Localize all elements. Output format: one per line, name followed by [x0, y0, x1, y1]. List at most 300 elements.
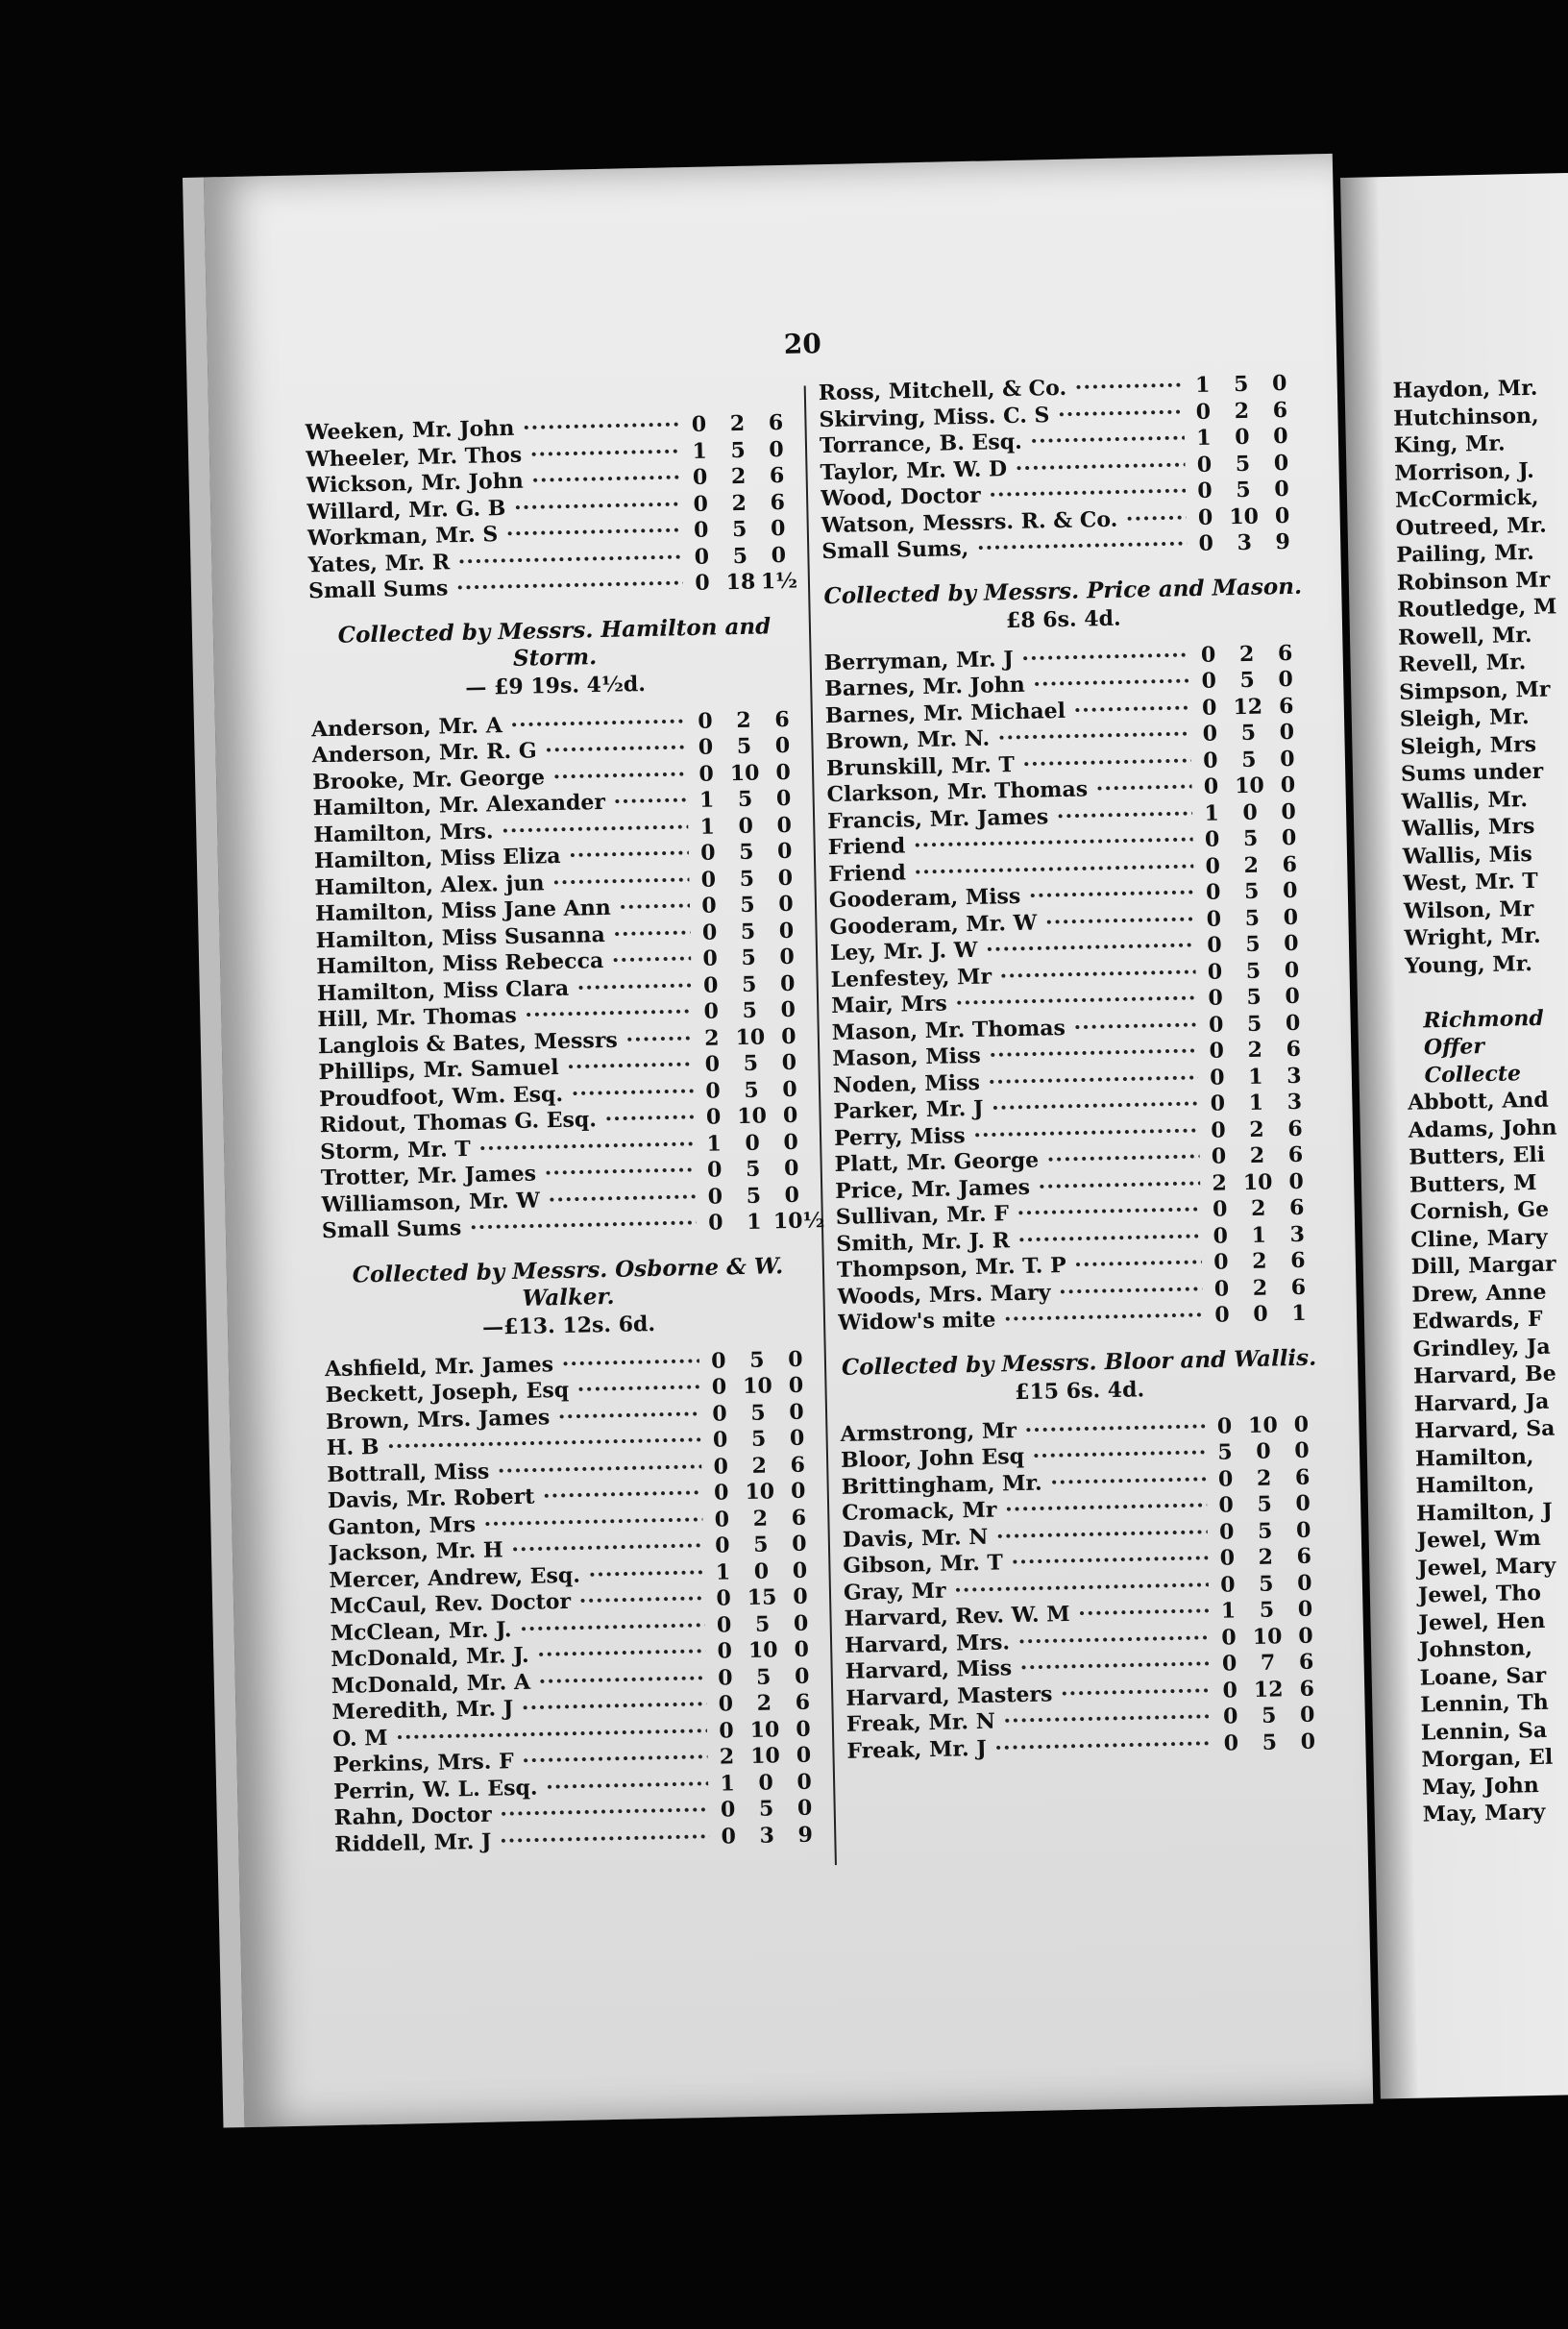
facing-page-entry: West, Mr. T	[1403, 868, 1539, 896]
amount-shillings: 2	[1252, 1275, 1268, 1301]
amount-pounds: 0	[1208, 1012, 1224, 1038]
subscriber-name: Bloor, John Esq ·····	[841, 1440, 1206, 1473]
amount-pence: 0	[775, 785, 792, 812]
subscriber-name: Harvard, Masters ·····	[845, 1678, 1211, 1710]
subscriber-name: Anderson, Mr. A ·····	[311, 709, 686, 742]
subscriber-name: Wickson, Mr. John ·····	[306, 465, 680, 498]
facing-page-entry: Hamilton,	[1414, 1443, 1534, 1472]
amount-pence: 0	[778, 918, 795, 944]
facing-page-entry: Butters, Eli	[1409, 1141, 1546, 1170]
amount-shillings: 5	[1259, 1597, 1275, 1623]
amount-pence: 6	[1290, 1274, 1307, 1300]
amount-pence: 0	[1294, 1437, 1310, 1464]
amount-pence: 0	[789, 1399, 804, 1425]
amount-pence: 0	[792, 1557, 808, 1583]
amount-shillings: 5	[732, 543, 748, 569]
subscriber-name: Torrance, B. Esq. ·····	[820, 426, 1185, 458]
amount-pounds: 1	[720, 1770, 736, 1797]
amount-shillings: 5	[1258, 1571, 1274, 1597]
amount-shillings: 10	[749, 1743, 781, 1769]
subscriber-name: Weeken, Mr. John ·····	[305, 412, 679, 445]
amount-pence: 0	[1282, 877, 1298, 904]
amount-pounds: 0	[1205, 879, 1221, 905]
amount-pounds: 0	[716, 1585, 732, 1611]
amount-shillings: 5	[1261, 1703, 1277, 1728]
amount-shillings: 2	[756, 1690, 772, 1716]
facing-page-entry: Rowell, Mr.	[1397, 622, 1532, 650]
amount-shillings: 5	[1262, 1729, 1278, 1755]
amount-shillings: 5	[758, 1796, 774, 1822]
amount-shillings: 0	[738, 813, 754, 839]
amount-shillings: 5	[744, 1077, 759, 1103]
amount-pounds: 0	[704, 1051, 721, 1077]
amount-pence: 0	[796, 1716, 811, 1742]
subscriber-name: Platt, Mr. George ·····	[834, 1144, 1199, 1177]
amount-shillings: 0	[753, 1558, 770, 1584]
amount-shillings: 5	[731, 516, 747, 543]
amount-pence: 0	[777, 865, 794, 891]
facing-page-entry: Pailing, Mr.	[1395, 539, 1535, 568]
facing-page-entry: Revell, Mr.	[1398, 650, 1527, 677]
amount-pounds: 0	[1197, 504, 1213, 530]
amount-shillings: 5	[745, 1156, 761, 1182]
amount-pence: 0	[776, 812, 793, 838]
amount-pounds: 0	[1195, 399, 1212, 425]
amount-shillings: 10	[742, 1373, 773, 1400]
amount-pence: 0	[1284, 930, 1299, 957]
amount-pence: 0	[774, 732, 791, 759]
amount-shillings: 5	[1245, 958, 1262, 984]
amount-pence: 0	[1285, 983, 1301, 1010]
subscriber-name: Riddell, Mr. J ·····	[334, 1824, 709, 1856]
amount-shillings: 5	[1242, 825, 1259, 852]
amount-pounds: 0	[1223, 1729, 1239, 1756]
subscriber-name: Brown, Mr. N. ·····	[825, 722, 1190, 754]
amount-pence: 0	[1274, 503, 1290, 528]
amount-shillings: 5	[738, 839, 754, 866]
amount-pence: 6	[1278, 693, 1294, 719]
subscriber-name: Davis, Mr. N ·····	[843, 1519, 1208, 1552]
amount-pounds: 0	[715, 1532, 730, 1558]
amount-pence: 0	[794, 1663, 810, 1689]
subscriber-name: Barnes, Mr. John ·····	[824, 669, 1189, 701]
amount-pounds: 0	[706, 1157, 723, 1183]
amount-shillings: 0	[745, 1130, 761, 1156]
amount-pounds: 0	[702, 972, 719, 998]
facing-page-entry: May, Mary	[1422, 1799, 1546, 1827]
amount-shillings: 0	[1256, 1438, 1271, 1464]
subscriber-name: Barnes, Mr. Michael ·····	[825, 696, 1190, 728]
amount-pence: 0	[780, 1023, 796, 1049]
subscriber-name: Wheeler, Mr. Thos ·····	[306, 439, 680, 472]
amount-pounds: 0	[1216, 1412, 1233, 1439]
amount-pence: 0	[1299, 1702, 1315, 1728]
subscriber-name: Friend ·····	[828, 854, 1193, 887]
amount-pounds: 0	[1206, 906, 1222, 932]
facing-page-entry: Wilson, Mr	[1403, 895, 1534, 924]
amount-pence: 6	[1296, 1543, 1312, 1570]
subscriber-name: Meredith, Mr. J ·····	[331, 1692, 706, 1725]
amount-pounds: 0	[695, 570, 710, 596]
amount-pounds: 0	[1222, 1677, 1238, 1704]
subscriber-name: Parker, Mr. J ·····	[833, 1091, 1198, 1124]
amount-pence: 0	[776, 838, 793, 865]
amount-shillings: 2	[730, 463, 747, 490]
facing-page-entry: Outreed, Mr.	[1395, 512, 1548, 541]
facing-page-entry: McCormick,	[1394, 484, 1539, 513]
amount-shillings: 5	[1257, 1518, 1273, 1544]
amount-pounds: 0	[693, 517, 709, 543]
amount-shillings: 5	[730, 437, 746, 463]
subscriber-name: Jackson, Mr. H ·····	[329, 1533, 703, 1566]
amount-pence: 0	[1295, 1517, 1311, 1543]
facing-page-entry: Hutchinson,	[1392, 403, 1539, 431]
amount-pence: 0	[783, 1155, 799, 1182]
amount-pounds: 0	[1198, 530, 1214, 556]
amount-shillings: 3	[1237, 529, 1253, 556]
amount-pence: 0	[1272, 423, 1288, 450]
amount-shillings: 5	[742, 997, 758, 1023]
collection-total: —£13. 12s. 6d.	[481, 1311, 656, 1340]
facing-page-entry: Young, Mr.	[1404, 950, 1533, 979]
subscriber-name: Harvard, Rev. W. M ·····	[844, 1599, 1209, 1631]
amount-pounds: 0	[1201, 695, 1217, 721]
amount-pence: 0	[1293, 1411, 1310, 1437]
amount-pence: 6	[1288, 1194, 1305, 1221]
amount-shillings: 1	[1247, 1064, 1263, 1090]
amount-pounds: 0	[1202, 721, 1218, 747]
subscriber-name: Clarkson, Mr. Thomas ·····	[826, 774, 1191, 807]
amount-shillings: 2	[1247, 1037, 1263, 1063]
amount-pounds: 0	[1204, 826, 1220, 852]
amount-pence: 6	[768, 409, 784, 436]
book-page	[183, 154, 1373, 2128]
amount-shillings: 5	[750, 1426, 767, 1452]
amount-pounds: 1	[715, 1558, 731, 1585]
amount-pence: 6	[791, 1505, 807, 1531]
amount-pounds: 5	[1217, 1439, 1233, 1465]
facing-page-entry: Sleigh, Mrs	[1400, 731, 1537, 760]
amount-pence: 0	[1278, 666, 1294, 693]
page-number: 20	[783, 328, 822, 360]
facing-page-entry: Jewel, Wm	[1416, 1525, 1541, 1554]
amount-shillings: 2	[736, 707, 751, 733]
facing-page	[1340, 173, 1568, 2099]
amount-shillings: 10	[747, 1637, 778, 1663]
amount-pence: 0	[780, 996, 796, 1023]
subscriber-name: Sullivan, Mr. F ·····	[836, 1197, 1201, 1230]
amount-pounds: 0	[1205, 853, 1221, 879]
amount-pence: 0	[1281, 824, 1297, 851]
amount-shillings: 5	[755, 1664, 772, 1690]
amount-pence: 3	[1289, 1221, 1306, 1247]
amount-pounds: 0	[1213, 1249, 1229, 1275]
amount-pounds: 0	[1221, 1651, 1237, 1677]
amount-pence: 6	[774, 706, 790, 732]
amount-pence: 0	[771, 542, 787, 568]
subscriber-name: Proudfoot, Wm. Esq. ·····	[319, 1079, 694, 1112]
facing-page-entry: Dill, Margar	[1410, 1251, 1556, 1280]
amount-pounds: 0	[705, 1104, 722, 1130]
facing-page-entry: Harvard, Be	[1412, 1361, 1556, 1389]
amount-pence: 6	[1289, 1247, 1306, 1274]
facing-page-spacer	[1406, 977, 1565, 1008]
subscriber-name: Perkins, Mrs. F ·····	[332, 1745, 707, 1777]
subscriber-name: Francis, Mr. James ·····	[827, 801, 1192, 834]
amount-pounds: 0	[701, 893, 717, 919]
facing-page-entry: Abbott, And	[1407, 1087, 1550, 1115]
amount-pounds: 2	[719, 1744, 735, 1770]
subscriber-name: Langlois & Bates, Messrs ·····	[318, 1026, 693, 1059]
amount-shillings: 2	[729, 410, 746, 437]
amount-shillings: 5	[739, 866, 755, 892]
amount-shillings: 0	[1253, 1301, 1268, 1327]
amount-shillings: 7	[1260, 1650, 1276, 1676]
amount-pounds: 0	[1207, 932, 1222, 958]
amount-pounds: 0	[698, 734, 714, 760]
amount-pence: 0	[1274, 476, 1289, 503]
facing-page-entry: Wallis, Mis	[1402, 841, 1532, 870]
amount-shillings: 15	[747, 1584, 777, 1611]
subscriber-name: Hill, Mr. Thomas ·····	[317, 999, 692, 1032]
facing-page-entry: May, John	[1421, 1772, 1540, 1801]
amount-pounds: 0	[719, 1717, 734, 1744]
amount-shillings: 5	[1245, 931, 1261, 958]
amount-shillings: 10	[1247, 1411, 1279, 1438]
facing-page-entry: Routledge, M	[1397, 594, 1557, 623]
amount-pence: 0	[787, 1346, 803, 1372]
facing-page-entry: Adams, John	[1408, 1114, 1557, 1143]
facing-page-entry: Jewel, Hen	[1418, 1607, 1546, 1636]
subscriber-name: Storm, Mr. T ·····	[320, 1132, 695, 1164]
amount-pounds: 0	[1222, 1704, 1238, 1729]
subscriber-name: Smith, Mr. J. R ·····	[836, 1224, 1201, 1257]
amount-pounds: 0	[1207, 959, 1223, 985]
amount-shillings: 2	[1258, 1544, 1274, 1570]
amount-pounds: 0	[1217, 1465, 1234, 1492]
amount-pence: 6	[769, 462, 785, 489]
amount-pounds: 0	[694, 544, 710, 570]
facing-page-entry: Haydon, Mr.	[1392, 375, 1538, 404]
facing-page-entry: Loane, Sar	[1419, 1662, 1547, 1691]
subscriber-name: Hamilton, Mr. Alexander ·····	[313, 788, 688, 821]
subscriber-name: McCaul, Rev. Doctor ·····	[330, 1586, 704, 1619]
amount-pounds: 0	[1196, 452, 1213, 478]
amount-pence: 0	[794, 1636, 810, 1663]
amount-pounds: 1	[698, 787, 715, 813]
amount-shillings: 2	[1249, 1142, 1265, 1168]
amount-pounds: 0	[712, 1427, 728, 1453]
facing-page-entry: Johnston,	[1418, 1635, 1533, 1663]
amount-pounds: 0	[1212, 1196, 1228, 1222]
amount-pounds: 0	[1218, 1518, 1235, 1545]
amount-shillings: 1	[746, 1209, 762, 1235]
facing-page-entry: Lennin, Sa	[1420, 1717, 1548, 1746]
amount-shillings: 5	[741, 971, 757, 997]
facing-page-entry: Simpson, Mr	[1398, 676, 1551, 705]
subscriber-name: O. M ·····	[332, 1718, 707, 1751]
amount-shillings: 2	[1250, 1195, 1266, 1221]
amount-shillings: 2	[752, 1506, 769, 1532]
amount-pounds: 0	[1203, 748, 1218, 773]
facing-page-entry: Robinson Mr	[1396, 567, 1551, 596]
amount-pounds: 0	[1209, 1064, 1225, 1091]
subscriber-name: Small Sums ·····	[308, 571, 683, 603]
amount-shillings: 2	[1243, 852, 1260, 878]
facing-page-heading: Offer	[1423, 1034, 1485, 1061]
amount-pounds: 0	[707, 1210, 723, 1236]
amount-shillings: 10	[1229, 503, 1260, 529]
amount-pence: 0	[779, 970, 796, 996]
amount-pounds: 0	[1221, 1624, 1237, 1651]
subscriber-name: Friend ·····	[827, 827, 1192, 860]
subscriber-name: Wood, Doctor ·····	[821, 478, 1186, 511]
amount-pounds: 0	[713, 1480, 729, 1506]
subscriber-name: Small Sums, ·····	[821, 531, 1187, 564]
amount-pence: 0	[1288, 1168, 1305, 1194]
amount-pence: 0	[782, 1076, 797, 1102]
amount-pence: 0	[1279, 746, 1295, 772]
amount-shillings: 5	[737, 786, 753, 813]
amount-shillings: 5	[1246, 1011, 1262, 1037]
amount-pence: 0	[1281, 798, 1296, 824]
amount-pence: 0	[788, 1372, 804, 1399]
subscriber-name: Mason, Miss ·····	[832, 1039, 1197, 1071]
amount-pounds: 0	[1218, 1492, 1235, 1518]
amount-shillings: 1	[1248, 1090, 1264, 1115]
amount-pence: 6	[1282, 851, 1298, 877]
facing-page-heading: Collecte	[1424, 1060, 1522, 1088]
amount-shillings: 10	[1234, 772, 1265, 799]
amount-pounds: 0	[1211, 1116, 1226, 1143]
amount-pence: 0	[779, 944, 796, 970]
amount-pence: 6	[1299, 1676, 1315, 1702]
facing-page-entry: Wallis, Mr.	[1401, 786, 1529, 815]
amount-pence: 0	[784, 1182, 800, 1208]
amount-pence: 6	[795, 1689, 811, 1715]
amount-pence: 6	[1287, 1115, 1303, 1141]
collector-heading: Collected by Messrs. Osborne & W. Walker.	[352, 1252, 784, 1312]
subscriber-name: Noden, Miss ·····	[833, 1066, 1198, 1098]
subscriber-name: Hamilton, Alex. jun ·····	[314, 868, 689, 900]
amount-pounds: 0	[692, 464, 708, 490]
amount-pounds: 0	[698, 708, 713, 734]
amount-pounds: 2	[703, 1025, 720, 1051]
amount-pence: 6	[1287, 1141, 1304, 1168]
amount-pounds: 0	[700, 867, 717, 893]
amount-pounds: 0	[1211, 1143, 1227, 1169]
amount-pounds: 0	[720, 1797, 736, 1823]
amount-pounds: 2	[1212, 1169, 1228, 1196]
amount-pounds: 0	[1201, 668, 1217, 694]
amount-pence: 0	[1298, 1623, 1313, 1649]
facing-page-entry: Wallis, Mrs	[1401, 813, 1535, 842]
subscriber-name: H. B ·····	[326, 1428, 700, 1460]
amount-shillings: 2	[731, 490, 747, 516]
amount-shillings: 5	[740, 919, 756, 944]
amount-shillings: 10	[1252, 1623, 1283, 1650]
subscriber-name: Hamilton, Miss Jane Ann ·····	[315, 894, 690, 926]
amount-pence: 0	[778, 891, 794, 918]
amount-shillings: 1	[1251, 1222, 1267, 1248]
subscriber-name: Freak, Mr. J ·····	[846, 1730, 1212, 1763]
subscriber-name: Thompson, Mr. T. P ·····	[837, 1250, 1202, 1283]
collector-heading: Collected by Messrs. Price and Mason.	[823, 573, 1303, 609]
amount-pounds: 0	[1197, 478, 1213, 503]
collection-total: — £9 19s. 4½d.	[465, 671, 647, 700]
amount-shillings: 5	[1243, 878, 1260, 905]
amount-pounds: 1	[699, 814, 716, 840]
amount-pence: 3	[1286, 1063, 1302, 1089]
subscriber-name: Brown, Mrs. James ·····	[326, 1401, 700, 1434]
amount-pounds: 0	[717, 1638, 733, 1664]
amount-pence: 9	[1275, 528, 1291, 555]
facing-page-entry: Grindley, Ja	[1412, 1334, 1551, 1362]
amount-pence: 0	[1284, 957, 1300, 983]
amount-shillings: 12	[1233, 694, 1263, 720]
amount-pounds: 0	[1203, 773, 1219, 799]
facing-page-entry: Hamilton, J	[1415, 1498, 1553, 1527]
amount-pence: 0	[796, 1795, 813, 1821]
amount-shillings: 2	[1251, 1248, 1267, 1274]
amount-shillings: 5	[1244, 905, 1261, 931]
subscriber-name: McDonald, Mr. A ·····	[331, 1665, 706, 1698]
subscriber-name: Ridout, Thomas G. Esq. ·····	[319, 1105, 694, 1138]
amount-pounds: 0	[1200, 642, 1216, 668]
collection-total: £15 6s. 4d.	[1014, 1376, 1145, 1405]
amount-pence: 0	[775, 759, 792, 785]
amount-pounds: 0	[721, 1823, 737, 1850]
subscriber-name: Harvard, Miss ·····	[845, 1652, 1210, 1684]
subscriber-name: Cromack, Mr ·····	[842, 1493, 1207, 1526]
facing-page-entry: King, Mr.	[1393, 430, 1506, 458]
subscriber-name: Gooderam, Miss ·····	[829, 880, 1194, 913]
amount-shillings: 5	[1236, 477, 1251, 503]
amount-pence: 0	[793, 1610, 809, 1636]
amount-pence: 0	[789, 1425, 805, 1452]
amount-pounds: 0	[1209, 1038, 1225, 1064]
amount-shillings: 5	[754, 1611, 771, 1637]
amount-shillings: 2	[1234, 398, 1250, 424]
subscriber-name: Lenfestey, Mr ·····	[830, 960, 1195, 993]
amount-shillings: 5	[741, 944, 757, 970]
amount-pounds: 0	[1210, 1091, 1226, 1116]
amount-shillings: 12	[1253, 1676, 1284, 1703]
subscriber-name: Ley, Mr. J. W ·····	[830, 933, 1195, 966]
amount-pence: 0	[793, 1583, 808, 1610]
amount-pence: 0	[1279, 719, 1295, 746]
amount-shillings: 2	[751, 1453, 768, 1479]
subscriber-name: McDonald, Mr. J. ·····	[331, 1639, 705, 1672]
subscriber-name: Trotter, Mr. James ·····	[321, 1158, 696, 1190]
amount-pounds: 0	[718, 1691, 734, 1717]
subscriber-name: Gooderam, Mr. W ·····	[829, 907, 1194, 940]
amount-pence: 1	[1291, 1300, 1307, 1327]
amount-pence: 0	[1285, 1010, 1301, 1036]
subscriber-name: Hamilton, Miss Clara ·····	[317, 973, 692, 1006]
amount-pence: 0	[796, 1769, 813, 1795]
subscriber-name: Workman, Mr. S ·····	[307, 518, 682, 551]
amount-shillings: 5	[1239, 667, 1256, 694]
subscriber-name: Mason, Mr. Thomas ·····	[832, 1013, 1197, 1045]
subscriber-name: Hamilton, Miss Eliza ·····	[314, 841, 689, 873]
amount-shillings: 0	[758, 1769, 774, 1796]
amount-pence: 0	[1280, 772, 1296, 798]
facing-page-entry: Jewel, Mary	[1417, 1553, 1556, 1581]
amount-pence: 3	[1286, 1089, 1303, 1115]
amount-pence: 0	[1297, 1596, 1313, 1623]
amount-pounds: 0	[1219, 1545, 1236, 1571]
